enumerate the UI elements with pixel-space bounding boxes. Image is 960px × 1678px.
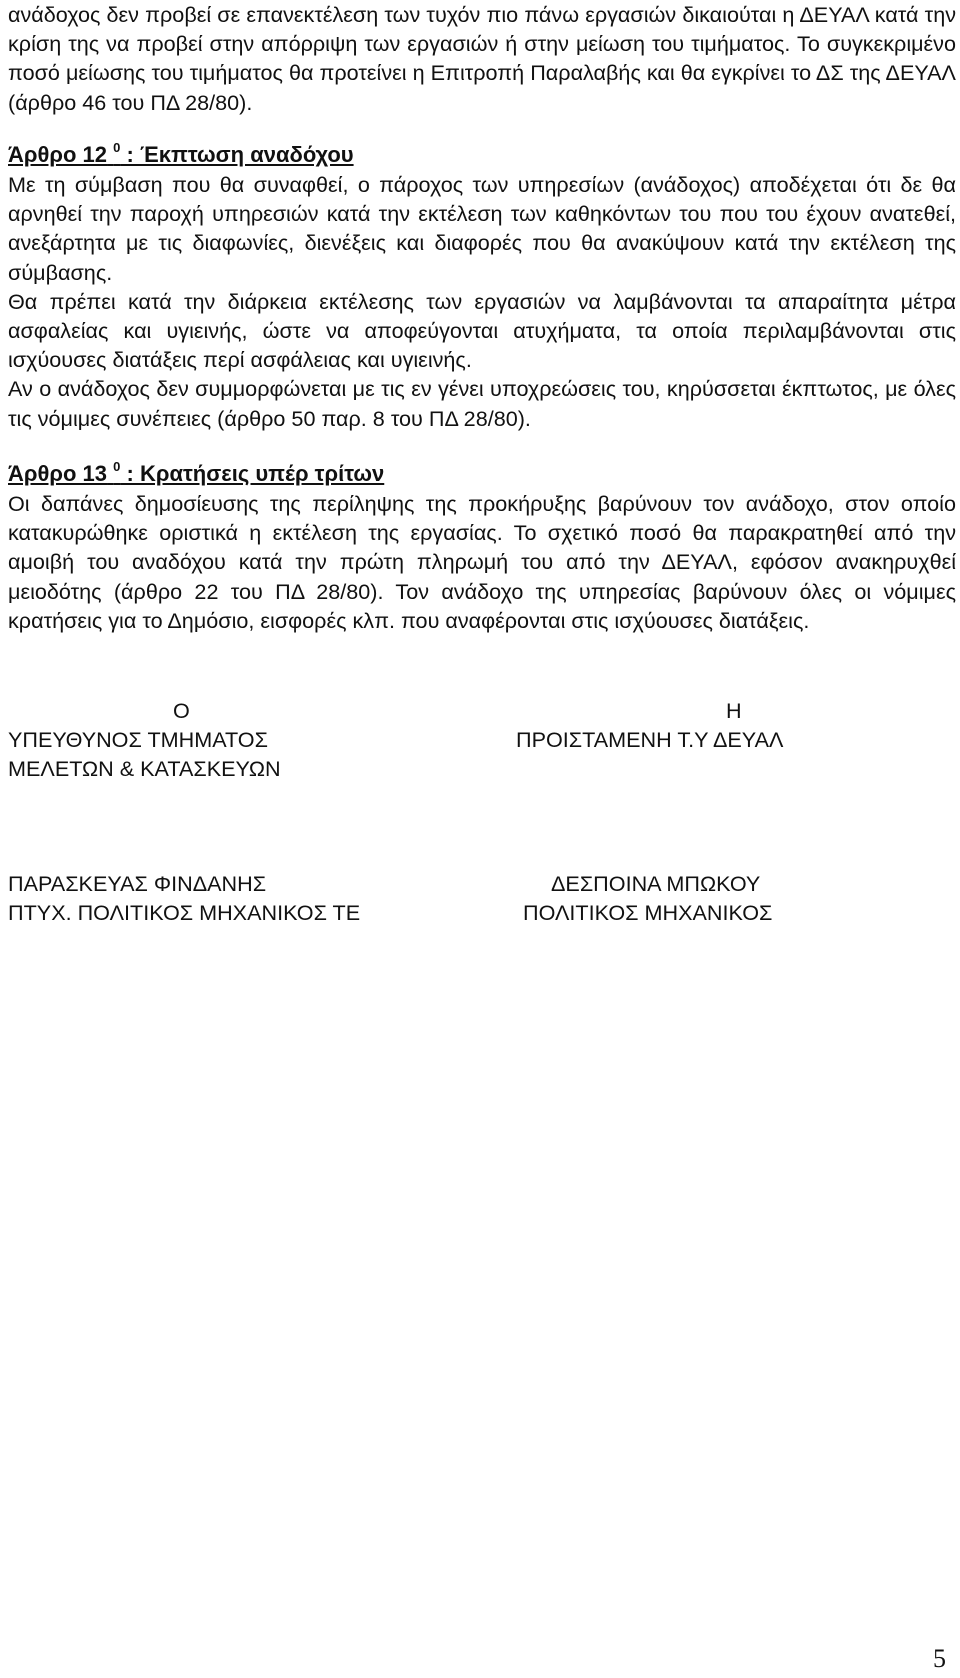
article-12-paragraph-3: Αν ο ανάδοχος δεν συμμορφώνεται με τις εν γένει υποχρεώσεις του, κηρύσσεται έκπτωτος, με όλες τις νόμιμες συνέπειες (άρθρο 50 παρ. 8 του ΠΔ 28/80). — [8, 376, 956, 431]
right-signatory-article: Η — [726, 698, 742, 723]
article-13-heading-suffix: : Κρατήσεις υπέρ τρίτων — [120, 461, 385, 486]
article-13-heading — [8, 459, 384, 489]
right-signatory-role: ΠΟΛΙΤΙΚΟΣ ΜΗΧΑΝΙΚΟΣ — [523, 900, 773, 925]
article-13-heading-prefix: Άρθρο 13 — [8, 461, 108, 486]
article-13-paragraph-1: Οι δαπάνες δημοσίευσης της περίληψης της προκήρυξης βαρύνουν τον ανάδοχο, στον οποίο κατακυρώθηκε οριστικά η εκτέλεση της εργασίας. Το σχετικό ποσό θα παρακρατηθεί από την αμοιβή του αναδόχου κατά την πρώτη πληρωμή του από την ΔΕΥΑΛ, εφόσον ανακηρυχθεί μειοδότης (άρθρο 22 του ΠΔ 28/80). Τον ανάδοχο της υπηρεσίας βαρύνουν όλες οι νόμιμες κρατήσεις για το Δημόσιο, εισφορές κλπ. που αναφέρονται στις ισχύουσες διατάξεις. — [8, 491, 956, 633]
article-12-paragraph-1: Με τη σύμβαση που θα συναφθεί, ο πάροχος των υπηρεσίων (ανάδοχος) αποδέχεται ότι δε θα αρνηθεί την παροχή υπηρεσιών κατά την εκτέλεση των καθηκόντων του που του έχουν ανατεθεί, ανεξάρτητα με τις διαφωνίες, διενέξεις και διαφορές που θα ανακύψουν κατά την εκτέλεση της σύμβασης. — [8, 172, 956, 285]
left-signatory-title-line-1: ΥΠΕΥΘΥΝΟΣ ΤΜΗΜΑΤΟΣ — [8, 727, 268, 752]
left-signatory-role: ΠΤΥΧ. ΠΟΛΙΤΙΚΟΣ ΜΗΧΑΝΙΚΟΣ ΤΕ — [8, 900, 361, 925]
left-signatory-name: ΠΑΡΑΣΚΕΥΑΣ ΦΙΝΔΑΝΗΣ — [8, 871, 267, 896]
article-13-heading-sup: 0 — [113, 459, 121, 474]
article-12-heading-sup: 0 — [113, 140, 121, 155]
page-number: 5 — [933, 1644, 946, 1673]
right-signatory-title: ΠΡΟΙΣΤΑΜΕΝΗ Τ.Υ ΔΕΥΑΛ — [516, 727, 784, 752]
article-12-heading-suffix: : Έκπτωση αναδόχου — [120, 142, 354, 167]
intro-text: ανάδοχος δεν προβεί σε επανεκτέλεση των τυχόν πιο πάνω εργασιών δικαιούται η ΔΕΥΑΛ κατά την κρίση της να προβεί στην απόρριψη των εργασιών ή στην μείωση του τιμήματος. Το συγκεκριμένο ποσό μείωσης του τιμήματος θα προτείνει η Επιτροπή Παραλαβής και θα εγκρίνει το ΔΣ της ΔΕΥΑΛ (άρθρο 46 του ΠΔ 28/80). — [8, 2, 956, 115]
right-signatory-name: ΔΕΣΠΟΙΝΑ ΜΠΩΚΟΥ — [551, 871, 761, 896]
article-12-body — [8, 170, 956, 433]
article-12-heading — [8, 140, 354, 170]
article-12-heading-prefix: Άρθρο 12 — [8, 142, 108, 167]
left-signatory-article: Ο — [173, 698, 190, 723]
intro-paragraph — [8, 0, 956, 117]
article-13-body — [8, 489, 956, 635]
article-12-paragraph-2: Θα πρέπει κατά την διάρκεια εκτέλεσης των εργασιών να λαμβάνονται τα απαραίτητα μέτρα ασφαλείας και υγιεινής, ώστε να αποφεύγονται ατυχήματα, τα οποία περιλαμβάνονται στις ισχύουσες διατάξεις περί ασφάλειας και υγιεινής. — [8, 288, 956, 373]
left-signatory-title-line-2: ΜΕΛΕΤΩΝ & ΚΑΤΑΣΚΕΥΩΝ — [8, 756, 281, 781]
